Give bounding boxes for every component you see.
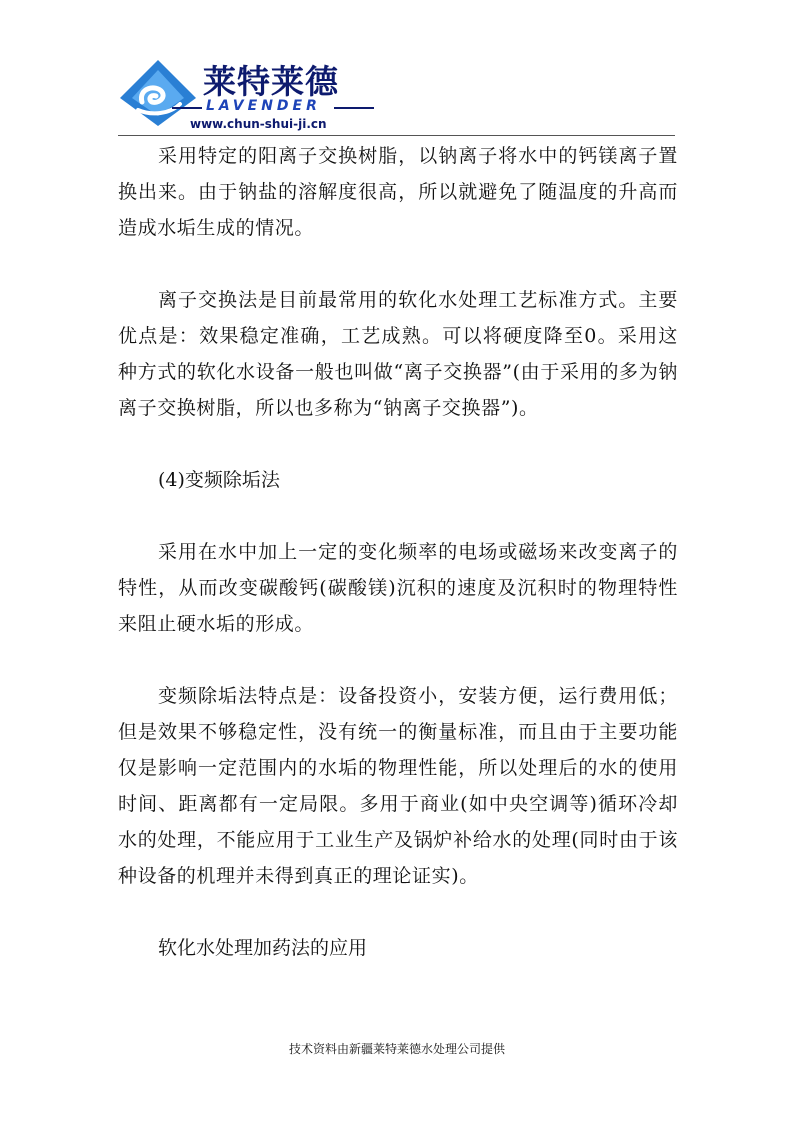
header-divider	[118, 135, 675, 136]
brand-url: www.chun-shui-ji.cn	[190, 117, 327, 131]
brand-name: 莱特莱德	[203, 62, 339, 101]
brand-line-right	[334, 107, 374, 109]
brand-line-left	[172, 107, 202, 109]
page-header	[0, 0, 794, 140]
section-heading-dosing-method: 软化水处理加药法的应用	[158, 937, 368, 959]
document-body	[118, 138, 678, 1002]
brand-tagline	[172, 98, 372, 118]
section-heading-frequency-descaling: (4)变频除垢法	[158, 469, 280, 491]
brand-english-name: LAVENDER	[206, 98, 321, 114]
paragraph-frequency-principle: 采用在水中加上一定的变化频率的电场或磁场来改变离子的特性，从而改变碳酸钙(碳酸镁)沉积的速度及沉积时的物理特性来阻止硬水垢的形成。	[118, 541, 678, 635]
paragraph-cation-exchange: 采用特定的阳离子交换树脂，以钠离子将水中的钙镁离子置换出来。由于钠盐的溶解度很高，所以就避免了随温度的升高而造成水垢生成的情况。	[118, 145, 678, 239]
paragraph-frequency-features: 变频除垢法特点是：设备投资小，安装方便，运行费用低；但是效果不够稳定性，没有统一的衡量标准，而且由于主要功能仅是影响一定范围内的水垢的物理性能，所以处理后的水的使用时间、距离都有一定局限。多用于商业(如中央空调等)循环冷却水的处理，不能应用于工业生产及锅炉补给水的处理(同时由于该种设备的机理并未得到真正的理论证实)。	[118, 685, 678, 887]
paragraph-ion-exchange-method: 离子交换法是目前最常用的软化水处理工艺标准方式。主要优点是：效果稳定准确，工艺成熟。可以将硬度降至0。采用这种方式的软化水设备一般也叫做“离子交换器”(由于采用的多为钠离子交换树脂，所以也多称为“钠离子交换器”)。	[118, 289, 678, 419]
page-footer: 技术资料由新疆莱特莱德水处理公司提供	[288, 1042, 505, 1056]
